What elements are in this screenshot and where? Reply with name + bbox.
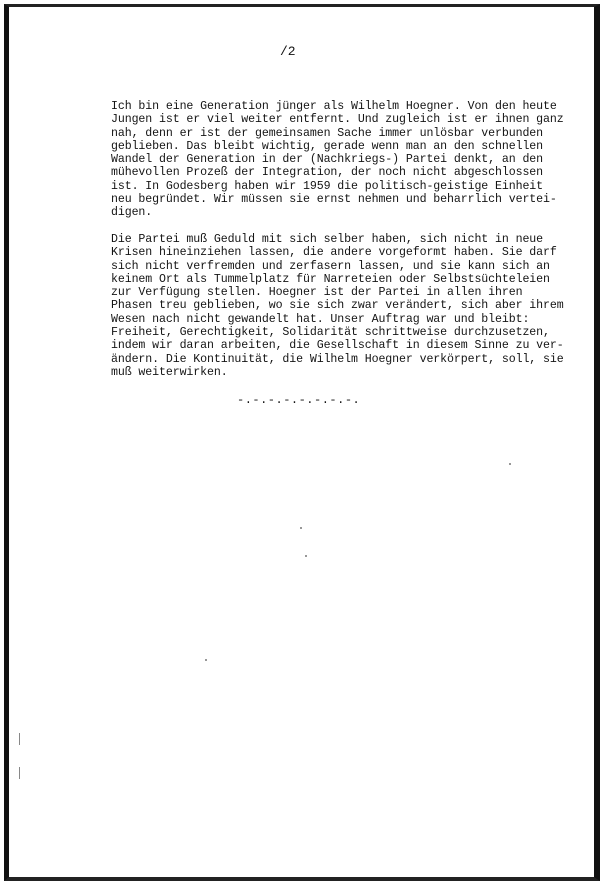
scan-speck bbox=[205, 659, 207, 661]
text-line: keinem Ort als Tummelplatz für Narreteien oder Selbstsüchteleien bbox=[111, 272, 550, 286]
end-mark: -.-.-.-.-.-.-.-. bbox=[237, 393, 361, 407]
text-line: muß weiterwirken. bbox=[111, 365, 228, 379]
text-line: sich nicht verfremden und zerfasern lassen, und sie kann sich an bbox=[111, 259, 550, 273]
scan-speck bbox=[305, 555, 307, 557]
text-line: digen. bbox=[111, 206, 153, 220]
text-line: Freiheit, Gerechtigkeit, Solidarität schrittweise durchzusetzen, bbox=[111, 326, 550, 340]
scan-edge-mark bbox=[19, 733, 20, 745]
text-line: Jungen ist er viel weiter entfernt. Und zugleich ist er ihnen ganz bbox=[111, 113, 564, 127]
text-line: neu begründet. Wir müssen sie ernst nehmen und beharrlich vertei- bbox=[111, 193, 557, 207]
body-text bbox=[111, 100, 583, 393]
text-line: geblieben. Das bleibt wichtig, gerade wenn man an den schnellen bbox=[111, 139, 544, 153]
scanned-page bbox=[4, 4, 600, 881]
text-line: Krisen hineinziehen lassen, die andere vorgeformt haben. Sie darf bbox=[111, 246, 557, 260]
text-line: Wandel der Generation in der (Nachkriegs-) Partei denkt, an den bbox=[111, 153, 544, 167]
text-line: zur Verfügung stellen. Hoegner ist der Partei in allen ihren bbox=[111, 286, 523, 300]
text-line: Wesen nach nicht gewandelt hat. Unser Auftrag war und bleibt: bbox=[111, 312, 530, 326]
text-line: Phasen treu geblieben, wo sie sich zwar verändert, sich aber ihrem bbox=[111, 299, 564, 313]
text-line: ist. In Godesberg haben wir 1959 die politisch-geistige Einheit bbox=[111, 179, 544, 193]
text-line: Ich bin eine Generation jünger als Wilhelm Hoegner. Von den heute bbox=[111, 100, 557, 113]
text-line: ändern. Die Kontinuität, die Wilhelm Hoegner verkörpert, soll, sie bbox=[111, 352, 564, 366]
paragraph-2 bbox=[111, 233, 583, 379]
text-line: nah, denn er ist der gemeinsamen Sache immer unlösbar verbunden bbox=[111, 126, 544, 140]
scan-speck bbox=[300, 527, 302, 529]
text-line: Die Partei muß Geduld mit sich selber haben, sich nicht in neue bbox=[111, 232, 544, 246]
text-line: mühevollen Prozeß der Integration, der noch nicht abgeschlossen bbox=[111, 166, 544, 180]
scan-speck bbox=[509, 463, 511, 465]
scan-edge-mark bbox=[19, 767, 20, 779]
paragraph-1 bbox=[111, 100, 583, 220]
text-line: indem wir daran arbeiten, die Gesellschaft in diesem Sinne zu ver- bbox=[111, 339, 564, 353]
page-number: /2 bbox=[280, 44, 296, 59]
